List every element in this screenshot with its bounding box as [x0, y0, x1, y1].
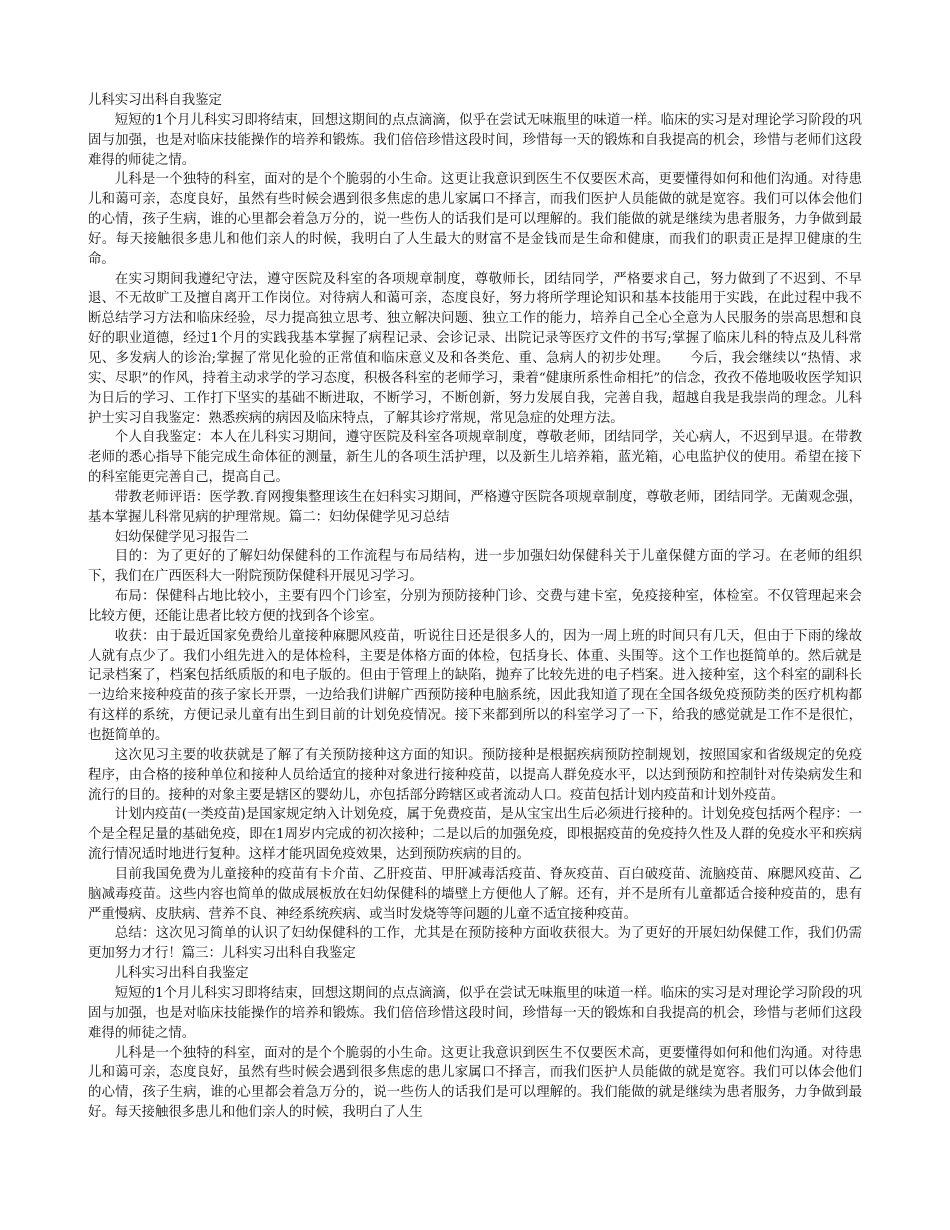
paragraph: 儿科是一个独特的科室，面对的是个个脆弱的小生命。这更让我意识到医生不仅要医术高，更要懂得如何和他们沟通。对待患儿和蔼可亲，态度良好，虽然有些时候会遇到很多焦虑的患儿家属口不择言，而我们医护人员能做的就是宽容。我们可以体会他们的心情，孩子生病，谁的心里都会着急万分的，说一些伤人的话我们是可以理解的。我们能做的就是继续为患者服务，力争做到最好。每天接触很多患儿和他们亲人的时候，我明白了人生 — [88, 1045, 862, 1121]
paragraph: 带教老师评语：医学教.育网搜集整理该生在妇科实习期间，严格遵守医院各项规章制度，尊敬老师，团结同学。无菌观念强，基本掌握儿科常见病的护理常规。篇二：妇幼保健学见习总结 — [88, 489, 862, 525]
paragraph: 目的：为了更好的了解妇幼保健科的工作流程与布局结构，进一步加强妇幼保健科关于儿童保健方面的学习。在老师的组织下，我们在广西医科大一附院预防保健科开展见习学习。 — [88, 549, 862, 585]
paragraph: 目前我国免费为儿童接种的疫苗有卡介苗、乙肝疫苗、甲肝减毒活疫苗、脊灰疫苗、百白破疫苗、流脑疫苗、麻腮风疫苗、乙脑减毒疫苗。这些内容也简单的做成展板放在妇幼保健科的墙壁上方便他人了解。还有，并不是所有儿童都适合接种疫苗的，患有严重慢病、皮肤病、营养不良、神经系统疾病、或当时发烧等等问题的儿童不适宜接种疫苗。 — [88, 866, 862, 922]
paragraph: 布局：保健科占地比较小，主要有四个门诊室，分别为预防接种门诊、交费与建卡室，免疫接种室，体检室。不仅管理起来会比较方便，还能让患者比较方便的找到各个诊室。 — [88, 589, 862, 624]
paragraph: 儿科是一个独特的科室，面对的是个个脆弱的小生命。这更让我意识到医生不仅要医术高，更要懂得如何和他们沟通。对待患儿和蔼可亲，态度良好，虽然有些时候会遇到很多焦虑的患儿家属口不择言，而我们医护人员能做的就是宽容。我们可以体会他们的心情，孩子生病，谁的心里都会着急万分的，说一些伤人的话我们是可以理解的。我们能做的就是继续为患者服务，力争做到最好。每天接触很多患儿和他们亲人的时候，我明白了人生最大的财富不是金钱而是生命和健康，而我们的职责正是捍卫健康的生命。 — [88, 172, 862, 267]
paragraph: 这次见习主要的收获就是了解了有关预防接种这方面的知识。预防接种是根据疾病预防控制规划，按照国家和省级规定的免疫程序，由合格的接种单位和接种人员给适宜的接种对象进行接种疫苗，以提高人群免疫水平，以达到预防和控制针对传染病发生和流行的目的。接种的对象主要是辖区的婴幼儿，亦包括部分跨辖区或者流动人口。疫苗包括计划内疫苗和计划外疫苗。 — [88, 747, 862, 803]
paragraph: 收获：由于最近国家免费给儿童接种麻腮风疫苗，听说往日还是很多人的，因为一周上班的时间只有几天，但由于下雨的缘故人就有点少了。我们小组先进入的是体检科，主要是体格方面的体检，包括身长、体重、头围等。这个工作也挺简单的。然后就是记录档案了，档案包括纸质版的和电子版的。但由于管理上的缺陷，抛弃了比较先进的电子档案。进入接种室，这个科室的副科长一边给来接种疫苗的孩子家长开票，一边给我们讲解广西预防接种电脑系统，因此我知道了现在全国各级免疫预防类的医疗机构都有这样的系统，方便记录儿童有出生到目前的计划免疫情况。接下来都到所以的科室学习了一下，给我的感觉就是工作不是很忙，也挺简单的。 — [88, 628, 862, 743]
document-body — [88, 91, 862, 1123]
paragraph: 总结：这次见习简单的认识了妇幼保健科的工作，尤其是在预防接种方面收获很大。为了更好的开展妇幼保健工作，我们仍需更加努力才行！篇三：儿科实习出科自我鉴定 — [88, 926, 862, 962]
section-heading: 儿科实习出科自我鉴定 — [114, 966, 249, 982]
section-heading: 妇幼保健学见习报告二 — [114, 529, 249, 545]
paragraph: 个人自我鉴定：本人在儿科实习期间，遵守医院及科室各项规章制度，尊敬老师，团结同学，关心病人，不迟到早退。在带教老师的悉心指导下能完成生命体征的测量，新生儿的各项生活护理，以及新生儿培养箱，蓝光箱，心电监护仪的使用。希望在接下的科室能更完善自己，提高自己。 — [88, 430, 862, 486]
paragraph: 短短的1个月儿科实习即将结束，回想这期间的点点滴滴，似乎在尝试无味瓶里的味道一样。临床的实习是对理论学习阶段的巩固与加强，也是对临床技能操作的培养和锻炼。我们倍倍珍惜这段时间，珍惜每一天的锻炼和自我提高的机会，珍惜与老师们这段难得的师徒之情。 — [88, 112, 862, 168]
paragraph: 短短的1个月儿科实习即将结束，回想这期间的点点滴滴，似乎在尝试无味瓶里的味道一样。临床的实习是对理论学习阶段的巩固与加强，也是对临床技能操作的培养和锻炼。我们倍倍珍惜这段时间，珍惜每一天的锻炼和自我提高的机会，珍惜与老师们这段难得的师徒之情。 — [88, 985, 862, 1041]
paragraph: 在实习期间我遵纪守法，遵守医院及科室的各项规章制度，尊敬师长，团结同学，严格要求自己，努力做到了不迟到、不早退、不无故旷工及擅自离开工作岗位。对待病人和蔼可亲，态度良好，努力将所学理论知识和基本技能用于实践，在此过程中我不断总结学习方法和临床经验，尽力提高独立思考、独立解决问题、独立工作的能力，培养自己全心全意为人民服务的崇高思想和良好的职业道德，经过1个月的实践我基本掌握了病程记录、会诊记录、出院记录等医疗文件的书写;掌握了临床儿科的特点及儿科常见、多发病人的诊治;掌握了常见化验的正常值和临床意义及和各类危、重、急病人的初步处理。 今后，我会继续以“热情、求实、尽职”的作风，持着主动求学的学习态度，积极各科室的老师学习，秉着“健康所系性命相托”的信念，孜孜不倦地吸收医学知识为日后的学习、工作打下坚实的基础不断进取，不断学习，不断创新，努力发展自我，完善自我，超越自我是我崇尚的理念。儿科护士实习自我鉴定：熟悉疾病的病因及临床特点，了解其诊疗常规，常见急症的处理方法。 — [88, 271, 862, 426]
paragraph: 计划内疫苗(一类疫苗)是国家规定纳入计划免疫，属于免费疫苗，是从宝宝出生后必须进行接种的。计划免疫包括两个程序：一个是全程足量的基础免疫，即在1周岁内完成的初次接种；二是以后的加强免疫，即根据疫苗的免疫持久性及人群的免疫水平和疾病流行情况适时地进行复种。这样才能巩固免疫效果，达到预防疾病的目的。 — [88, 807, 862, 863]
document-title: 儿科实习出科自我鉴定 — [88, 93, 222, 108]
